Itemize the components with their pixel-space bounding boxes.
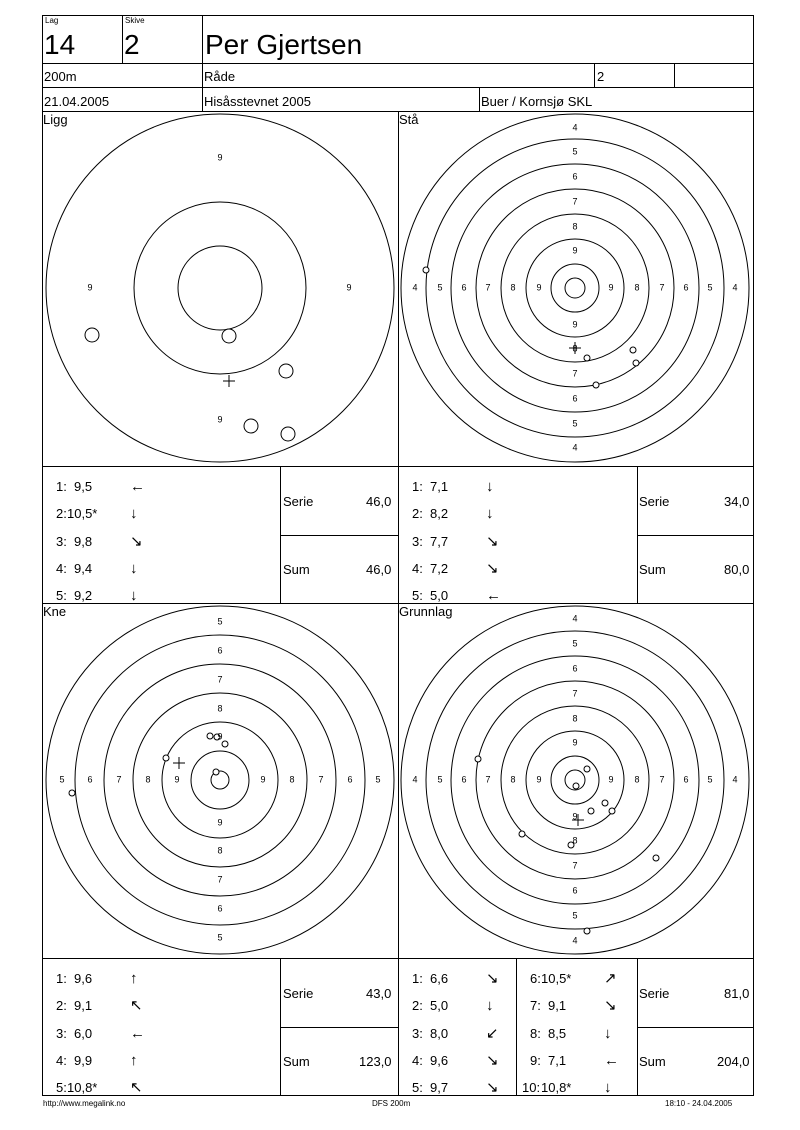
panel-label-kne: Kne <box>43 604 67 619</box>
ring-label: 9 <box>87 282 93 293</box>
ring-label: 9 <box>174 774 180 785</box>
sum-value: 204,0 <box>717 1054 750 1069</box>
shot-hole <box>163 755 169 761</box>
skive-number: 2 <box>124 29 140 60</box>
ring-label: 9 <box>572 245 578 256</box>
shot-hole <box>222 329 236 343</box>
class: 2 <box>597 69 605 84</box>
shot-number: 2: <box>56 506 67 522</box>
shot-hole <box>213 769 219 775</box>
serie-value: 81,0 <box>724 986 750 1001</box>
ring-label: 7 <box>217 874 223 885</box>
ring-label: 8 <box>572 221 578 232</box>
direction-arrow-icon: ↗ <box>604 970 617 987</box>
ring-label: 5 <box>437 774 443 785</box>
shot-number: 4: <box>412 1052 423 1068</box>
ring-label: 6 <box>572 885 578 896</box>
sum-label: Sum <box>639 1054 666 1069</box>
direction-arrow-icon: ↘ <box>486 970 499 987</box>
ring-label: 5 <box>572 910 578 921</box>
ring-label: 4 <box>732 774 738 785</box>
target-ring <box>134 202 306 374</box>
ring-label: 6 <box>217 903 223 914</box>
shot-value: 7,2 <box>430 560 449 576</box>
serie-label: Serie <box>283 986 314 1001</box>
shot-value: 10,8* <box>67 1080 98 1096</box>
target-ring <box>551 264 599 312</box>
shot-hole <box>584 928 590 934</box>
direction-arrow-icon: ↓ <box>130 587 138 605</box>
ring-label: 6 <box>217 645 223 656</box>
target-1 <box>401 114 749 462</box>
ring-label: 7 <box>217 674 223 685</box>
ring-label: 9 <box>608 282 614 293</box>
ring-label: 4 <box>732 282 738 293</box>
direction-arrow-icon: ↓ <box>130 505 138 523</box>
shot-number: 5: <box>56 588 67 604</box>
ring-label: 7 <box>659 282 665 293</box>
shot-hole <box>653 855 659 861</box>
shot-number: 3: <box>412 1025 423 1041</box>
shot-number: 1: <box>412 479 423 494</box>
shot-value: 8,5 <box>548 1025 567 1041</box>
shot-number: 3: <box>56 1025 67 1041</box>
shot-number: 1: <box>56 971 67 986</box>
sum-label: Sum <box>283 1054 310 1069</box>
target-2 <box>46 606 394 954</box>
shot-hole <box>222 741 228 747</box>
target-ring <box>178 246 262 330</box>
shot-value: 9,2 <box>74 588 93 604</box>
ring-label: 9 <box>536 774 542 785</box>
ring-label: 9 <box>217 731 223 742</box>
lag-number: 14 <box>44 29 76 60</box>
shot-number: 4: <box>56 1052 67 1068</box>
target-ring <box>401 606 749 954</box>
ring-label: 5 <box>572 638 578 649</box>
ring-label: 7 <box>572 688 578 699</box>
ring-label: 8 <box>510 282 516 293</box>
direction-arrow-icon: ↓ <box>486 505 494 523</box>
shot-value: 10,8* <box>541 1080 572 1096</box>
target-ring <box>104 664 336 896</box>
shot-value: 9,6 <box>430 1052 449 1068</box>
ring-label: 5 <box>707 774 713 785</box>
footer-url[interactable]: http://www.megalink.no <box>43 1099 126 1108</box>
target-ring <box>551 756 599 804</box>
direction-arrow-icon: ↓ <box>130 559 138 577</box>
shot-value: 10,5* <box>541 971 572 986</box>
target-ring <box>46 114 394 462</box>
shot-number: 2: <box>56 998 67 1014</box>
ring-label: 9 <box>346 282 352 293</box>
ring-label: 5 <box>217 932 223 943</box>
target-center-ring <box>565 278 585 298</box>
target-ring <box>426 631 724 929</box>
direction-arrow-icon: ↙ <box>486 1024 499 1042</box>
shot-number: 4: <box>412 560 423 576</box>
ring-label: 9 <box>572 319 578 330</box>
group-center-cross <box>173 757 185 769</box>
ring-label: 4 <box>412 282 418 293</box>
ring-label: 9 <box>217 414 223 425</box>
ring-label: 4 <box>412 774 418 785</box>
ring-label: 7 <box>572 860 578 871</box>
target-ring <box>401 114 749 462</box>
ring-label: 9 <box>572 811 578 822</box>
date: 21.04.2005 <box>44 94 110 109</box>
ring-label: 5 <box>707 282 713 293</box>
shot-number: 1: <box>412 971 423 986</box>
direction-arrow-icon: ← <box>130 478 145 495</box>
ring-label: 8 <box>217 703 223 714</box>
shot-number: 2: <box>412 506 423 522</box>
ring-label: 6 <box>572 171 578 182</box>
direction-arrow-icon: ↓ <box>486 478 494 495</box>
panel-label-sta: Stå <box>399 112 419 127</box>
shot-number: 6: <box>530 971 541 986</box>
ring-label: 5 <box>572 146 578 157</box>
shot-hole <box>69 790 75 796</box>
shot-number: 9: <box>530 1052 541 1068</box>
shot-hole <box>609 808 615 814</box>
direction-arrow-icon: ↓ <box>604 1079 612 1097</box>
sum-value: 80,0 <box>724 562 750 577</box>
ring-label: 6 <box>683 774 689 785</box>
shot-value: 5,0 <box>430 588 449 604</box>
shot-number: 5: <box>412 588 423 604</box>
ring-label: 9 <box>572 737 578 748</box>
shot-value: 7,1 <box>430 479 449 494</box>
shot-value: 10,5* <box>67 506 98 522</box>
shot-value: 9,7 <box>430 1080 449 1096</box>
event-name: Hisåsstevnet 2005 <box>204 94 311 109</box>
ring-label: 6 <box>572 393 578 404</box>
ring-label: 7 <box>116 774 122 785</box>
ring-label: 4 <box>572 122 578 133</box>
ring-label: 5 <box>437 282 443 293</box>
target-3 <box>401 606 749 954</box>
ring-label: 4 <box>572 442 578 453</box>
shot-number: 1: <box>56 479 67 494</box>
shot-hole <box>85 328 99 342</box>
direction-arrow-icon: ↖ <box>130 997 143 1015</box>
direction-arrow-icon: ↑ <box>130 1051 138 1069</box>
ring-label: 9 <box>536 282 542 293</box>
shot-hole <box>279 364 293 378</box>
target-ring <box>191 751 249 809</box>
serie-value: 34,0 <box>724 494 750 509</box>
ring-label: 9 <box>260 774 266 785</box>
ring-label: 6 <box>461 282 467 293</box>
serie-value: 43,0 <box>366 986 392 1001</box>
footer-program: DFS 200m <box>372 1099 411 1108</box>
target-0 <box>46 114 394 462</box>
shot-hole <box>519 831 525 837</box>
skive-label: Skive <box>125 16 145 25</box>
shot-value: 9,1 <box>548 998 567 1014</box>
ring-label: 5 <box>217 616 223 627</box>
sum-label: Sum <box>283 562 310 577</box>
shot-value: 8,0 <box>430 1025 449 1041</box>
shot-value: 9,1 <box>74 998 93 1014</box>
ring-label: 8 <box>145 774 151 785</box>
target-ring <box>476 189 674 387</box>
ring-label: 8 <box>634 282 640 293</box>
ring-label: 6 <box>87 774 93 785</box>
direction-arrow-icon: ↘ <box>486 532 499 550</box>
shot-number: 5: <box>56 1080 67 1096</box>
shot-hole <box>244 419 258 433</box>
ring-label: 9 <box>217 152 223 163</box>
shot-number: 7: <box>530 998 541 1014</box>
ring-label: 8 <box>510 774 516 785</box>
serie-label: Serie <box>639 494 670 509</box>
ring-label: 8 <box>217 845 223 856</box>
ring-label: 6 <box>572 663 578 674</box>
footer-timestamp: 18:10 - 24.04.2005 <box>665 1099 733 1108</box>
ring-label: 7 <box>572 196 578 207</box>
shot-hole <box>584 355 590 361</box>
ring-label: 5 <box>59 774 65 785</box>
direction-arrow-icon: ↘ <box>486 1079 499 1097</box>
ring-label: 5 <box>375 774 381 785</box>
shot-value: 6,0 <box>74 1025 93 1041</box>
club-place: Råde <box>204 69 236 84</box>
shot-value: 5,0 <box>430 998 449 1014</box>
shot-number: 4: <box>56 560 67 576</box>
ring-label: 8 <box>289 774 295 785</box>
target-ring <box>501 214 649 362</box>
ring-label: 6 <box>347 774 353 785</box>
sum-value: 123,0 <box>359 1054 392 1069</box>
ring-label: 7 <box>659 774 665 785</box>
target-ring <box>133 693 307 867</box>
direction-arrow-icon: ↓ <box>486 997 494 1015</box>
serie-value: 46,0 <box>366 494 392 509</box>
shooter-name: Per Gjertsen <box>205 29 363 60</box>
target-ring <box>426 139 724 437</box>
shot-value: 9,6 <box>74 971 93 986</box>
target-ring <box>476 681 674 879</box>
direction-arrow-icon: ↘ <box>604 997 617 1015</box>
shot-hole <box>423 267 429 273</box>
direction-arrow-icon: ↘ <box>486 1051 499 1069</box>
shot-value: 7,7 <box>430 533 449 549</box>
direction-arrow-icon: ↘ <box>486 559 499 577</box>
ring-label: 4 <box>572 613 578 624</box>
direction-arrow-icon: ← <box>486 587 501 605</box>
direction-arrow-icon: ↖ <box>130 1079 143 1097</box>
ring-label: 8 <box>572 713 578 724</box>
ring-label: 5 <box>572 418 578 429</box>
shot-value: 9,9 <box>74 1052 93 1068</box>
shot-value: 9,5 <box>74 479 93 494</box>
ring-label: 4 <box>572 935 578 946</box>
direction-arrow-icon: ← <box>604 1051 619 1069</box>
organizer: Buer / Kornsjø SKL <box>481 94 593 109</box>
shot-hole <box>593 382 599 388</box>
ring-label: 9 <box>608 774 614 785</box>
direction-arrow-icon: ↓ <box>604 1024 612 1042</box>
shot-hole <box>207 733 213 739</box>
shot-number: 5: <box>412 1080 423 1096</box>
lag-label: Lag <box>45 16 59 25</box>
shot-value: 9,8 <box>74 533 93 549</box>
sum-label: Sum <box>639 562 666 577</box>
shot-number: 8: <box>530 1025 541 1041</box>
shot-hole <box>633 360 639 366</box>
ring-label: 8 <box>572 835 578 846</box>
group-center-cross <box>223 375 235 387</box>
ring-label: 6 <box>683 282 689 293</box>
target-ring <box>46 606 394 954</box>
ring-label: 7 <box>318 774 324 785</box>
shot-value: 8,2 <box>430 506 449 522</box>
shot-number: 10: <box>522 1080 541 1096</box>
ring-label: 7 <box>485 774 491 785</box>
shot-hole <box>281 427 295 441</box>
ring-label: 8 <box>634 774 640 785</box>
shot-value: 7,1 <box>548 1052 567 1068</box>
shot-number: 3: <box>56 533 67 549</box>
shot-value: 9,4 <box>74 560 93 576</box>
ring-label: 7 <box>485 282 491 293</box>
panel-label-ligg: Ligg <box>43 112 68 127</box>
direction-arrow-icon: ↘ <box>130 532 143 550</box>
shot-number: 3: <box>412 533 423 549</box>
direction-arrow-icon: ← <box>130 1024 145 1042</box>
ring-label: 8 <box>572 343 578 354</box>
distance: 200m <box>44 69 77 84</box>
ring-label: 7 <box>572 368 578 379</box>
shot-hole <box>584 766 590 772</box>
serie-label: Serie <box>283 494 314 509</box>
shot-hole <box>475 756 481 762</box>
ring-label: 6 <box>461 774 467 785</box>
shot-value: 6,6 <box>430 971 449 986</box>
serie-label: Serie <box>639 986 670 1001</box>
shot-hole <box>573 783 579 789</box>
ring-label: 9 <box>217 817 223 828</box>
shot-number: 2: <box>412 998 423 1014</box>
shot-hole <box>630 347 636 353</box>
panel-label-grunnlag: Grunnlag <box>399 604 453 619</box>
shot-hole <box>602 800 608 806</box>
shot-hole <box>588 808 594 814</box>
direction-arrow-icon: ↑ <box>130 970 138 987</box>
sum-value: 46,0 <box>366 562 392 577</box>
